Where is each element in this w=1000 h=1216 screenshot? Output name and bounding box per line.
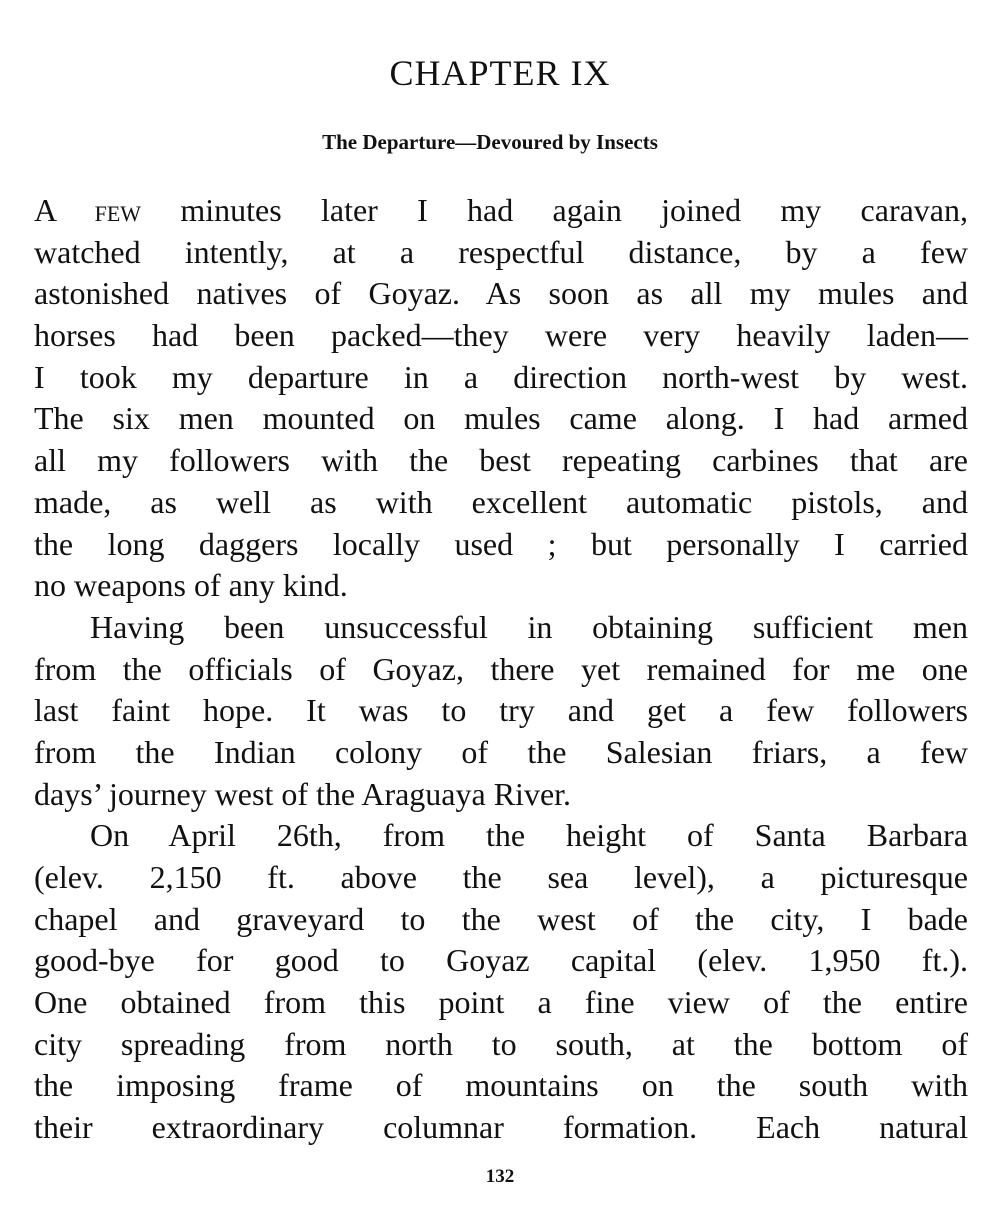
text-line: astonished natives of Goyaz. As soon as all my mules and [34,275,968,312]
text-line: from the officials of Goyaz, there yet remained for me one [34,650,968,687]
text-line: their extraordinary columnar formation. Each natural [34,1109,968,1146]
text-line: good-bye for good to Goyaz capital (elev. 1,950 ft.). [34,942,968,979]
text-line: Having been unsuccessful in obtaining sufficient men [90,608,968,645]
text-line: chapel and graveyard to the west of the city, I bade [34,900,968,937]
chapter-subtitle: The Departure—Devoured by Insects [322,130,658,154]
text-line: watched intently, at a respectful distance, by a few [34,233,968,270]
text-line: I took my departure in a direction north-west by west. [34,358,968,395]
body-text [34,190,968,1149]
text-line: from the Indian colony of the Salesian friars, a few [34,733,968,770]
chapter-title: CHAPTER IX [389,53,611,93]
text-line: last faint hope. It was to try and get a few followers [34,692,968,729]
text-line: The six men mounted on mules came along. I had armed [34,400,968,437]
text-line: On April 26th, from the height of Santa Barbara [90,817,968,854]
text-line: One obtained from this point a fine view of the entire [34,984,968,1021]
text-line: city spreading from north to south, at the bottom of [34,1025,968,1062]
text-line: all my followers with the best repeating carbines that are [34,442,968,479]
text-line: no weapons of any kind. [34,567,348,604]
text-line: horses had been packed—they were very heavily laden— [34,317,968,354]
text-line: days’ journey west of the Araguaya River. [34,775,572,812]
drop-word: A few [34,192,142,228]
text-line: A few minutes later I had again joined my caravan, [34,192,968,228]
text-line: made, as well as with excellent automatic pistols, and [34,483,968,520]
text-line: the long daggers locally used ; but personally I carried [34,525,968,562]
text-line: the imposing frame of mountains on the south with [34,1067,968,1104]
page-number: 132 [485,1166,515,1187]
text-line: (elev. 2,150 ft. above the sea level), a picturesque [34,859,968,895]
